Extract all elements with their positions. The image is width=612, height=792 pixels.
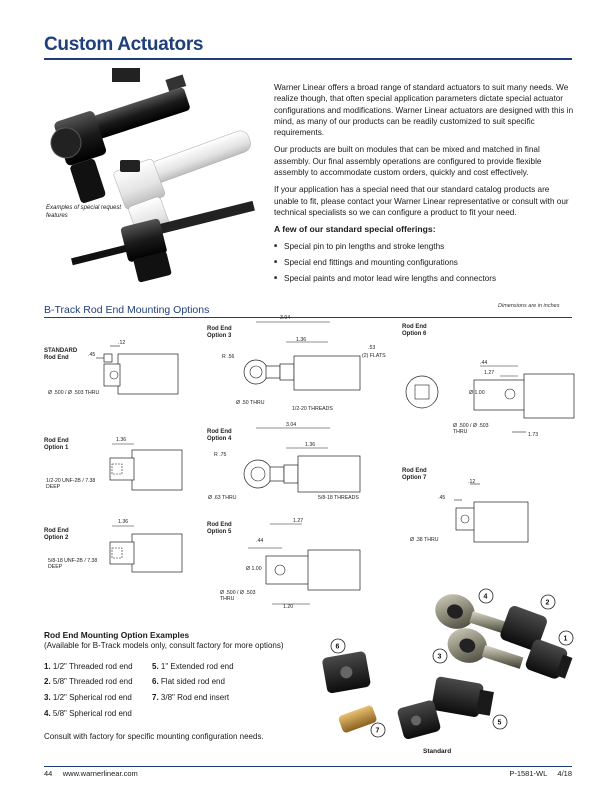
note-option3-thread: 1/2-20 THREADS (292, 406, 333, 412)
dim-option5-bottom: 1.20 (283, 604, 294, 610)
dimensions-note: Dimensions are in inches (498, 303, 560, 309)
photo-callout: 5 (497, 719, 502, 727)
drawing-label-option2: Rod End Option 2 (44, 528, 69, 541)
intro-text (274, 82, 574, 289)
example-item (44, 677, 133, 686)
drawing-option1 (104, 442, 184, 492)
drawing-label-option6: Rod End Option 6 (402, 324, 427, 337)
photo-caption: Examples of special request features (46, 205, 122, 219)
intro-paragraph: If your application has a special need that our standard catalog products are unable to fit, please contact your Warner Linear representative or consult with our technical specialists so we can configure a product to fit your need. (274, 185, 569, 217)
dim-option4-radius: R .75 (214, 452, 227, 458)
dim-option3-top: 3.04 (280, 315, 291, 321)
drawing-label-option1: Rod End Option 1 (44, 438, 69, 451)
dim-option2-top: 1.36 (118, 519, 129, 525)
drawing-label-option3: Rod End Option 3 (207, 326, 232, 339)
drawing-standard (90, 344, 180, 404)
example-item (44, 693, 132, 702)
dim-option5-top: 1.27 (293, 518, 304, 524)
dim-option7-top: .12 (468, 479, 476, 485)
offerings-heading: A few of our standard special offerings: (274, 224, 436, 235)
examples-subheading: (Available for B-Track models only, consult factory for more options) (44, 641, 284, 650)
drawing-label-option4: Rod End Option 4 (207, 429, 232, 442)
drawing-option2 (104, 524, 184, 574)
footer-right: P-1581-WL 4/18 (509, 769, 572, 778)
note-option3-bottom: Ø .50 THRU (236, 400, 265, 406)
example-number: 4. (44, 709, 51, 718)
title-rule (44, 58, 572, 60)
photo-callout: 1 (563, 635, 568, 643)
note-option6-left: (2) FLATS (362, 353, 386, 359)
offerings-list (274, 241, 574, 285)
dim-option6-top: .44 (480, 360, 488, 366)
dim-option7-left: .45 (438, 495, 446, 501)
dim-option3-radius: R .56 (222, 354, 235, 360)
footer-left: 44 www.warnerlinear.com (44, 769, 138, 778)
note-option4-thread: 5/8-18 THREADS (318, 495, 359, 501)
rod-end-photo (318, 580, 584, 750)
note-option7-bottom: Ø .38 THRU (410, 537, 439, 543)
offering-item: ■ Special paints and motor lead wire lengths and connectors (274, 273, 574, 284)
offering-item: ■ Special end fittings and mounting configurations (274, 257, 574, 268)
example-number: 5. (152, 662, 159, 671)
drawing-label-option7: Rod End Option 7 (402, 468, 427, 481)
drawing-label-standard: STANDARD Rod End (44, 348, 78, 361)
dim-option3-mid: 1.36 (296, 337, 307, 343)
section-title: B-Track Rod End Mounting Options (44, 304, 210, 316)
example-number: 6. (152, 677, 159, 686)
example-text: 5/8" Spherical rod end (52, 709, 132, 718)
example-text: 3/8" Rod end insert (160, 693, 230, 702)
note-option1: 1/2-20 UNF-2B / 7.38 DEEP (46, 478, 96, 490)
example-text: Flat sided rod end (160, 677, 225, 686)
example-text: 1" Extended rod end (160, 662, 234, 671)
example-number: 3. (44, 693, 51, 702)
dim-option6-bottom: 1.73 (528, 432, 539, 438)
drawing-option7 (430, 480, 540, 550)
photo-callout: 6 (335, 643, 340, 651)
note-option2: 5/8-18 UNF-2B / 7.38 DEEP (48, 558, 98, 570)
example-item (152, 677, 225, 686)
intro-paragraph: Our products are built on modules that can be mixed and matched in final assembly. Our final assembly operations are configured to provide flexible assembly to accommodate custom orders, quickly and cost effectively. (274, 145, 542, 178)
dim-option4-mid: 1.36 (305, 442, 316, 448)
photo-callout: 2 (545, 599, 550, 607)
drawing-label-option5: Rod End Option 5 (207, 522, 232, 535)
dim-standard-bottom: Ø .500 / Ø .503 THRU (48, 390, 100, 396)
example-number: 7. (152, 693, 159, 702)
note-option5-bottom: Ø .500 / Ø .503 THRU (220, 590, 256, 602)
example-number: 2. (44, 677, 51, 686)
example-text: 5/8" Threaded rod end (52, 677, 133, 686)
consult-note: Consult with factory for specific mounting configuration needs. (44, 732, 264, 741)
photo-callout: 4 (483, 593, 488, 601)
photo-callout: 7 (375, 727, 380, 735)
drawing-option3 (234, 318, 364, 408)
examples-heading: Rod End Mounting Option Examples (44, 630, 190, 640)
page-title: Custom Actuators (44, 34, 204, 55)
dim-option5-dia: Ø 1.00 (246, 566, 262, 572)
dim-option4-top: 3.04 (286, 422, 297, 428)
dim-option5-left: .44 (256, 538, 264, 544)
dim-option1-top: 1.36 (116, 437, 127, 443)
dim-option6-left: .53 (368, 345, 376, 351)
dim-option6-top2: 1.27 (484, 370, 495, 376)
dim-standard-top: .12 (118, 340, 126, 346)
dim-option6-dia: Ø 1.00 (469, 390, 485, 396)
note-option6-bottom: Ø .500 / Ø .503 THRU (453, 423, 489, 435)
example-item (44, 662, 133, 671)
footer-rule (44, 766, 572, 767)
photo-callout: 3 (437, 653, 442, 661)
example-number: 1. (44, 662, 51, 671)
example-item (152, 693, 229, 702)
standard-label: Standard (423, 748, 452, 755)
example-text: 1/2" Spherical rod end (52, 693, 132, 702)
actuator-photo (40, 62, 270, 280)
intro-paragraph: Warner Linear offers a broad range of standard actuators to suit many needs. We realize though, that often special application parameters dictate special actuator configurations and modifications. Warner Linear actuators are designed with this in mind, as many of our products can be readily customized to suit specific requirements. (274, 83, 574, 138)
offering-item: ■ Special pin to pin lengths and stroke lengths (274, 241, 574, 252)
note-option4-bottom: Ø .63 THRU (208, 495, 237, 501)
dim-standard-left: .45 (88, 352, 96, 358)
example-item (152, 662, 234, 671)
example-item (44, 709, 132, 718)
example-text: 1/2" Threaded rod end (52, 662, 133, 671)
